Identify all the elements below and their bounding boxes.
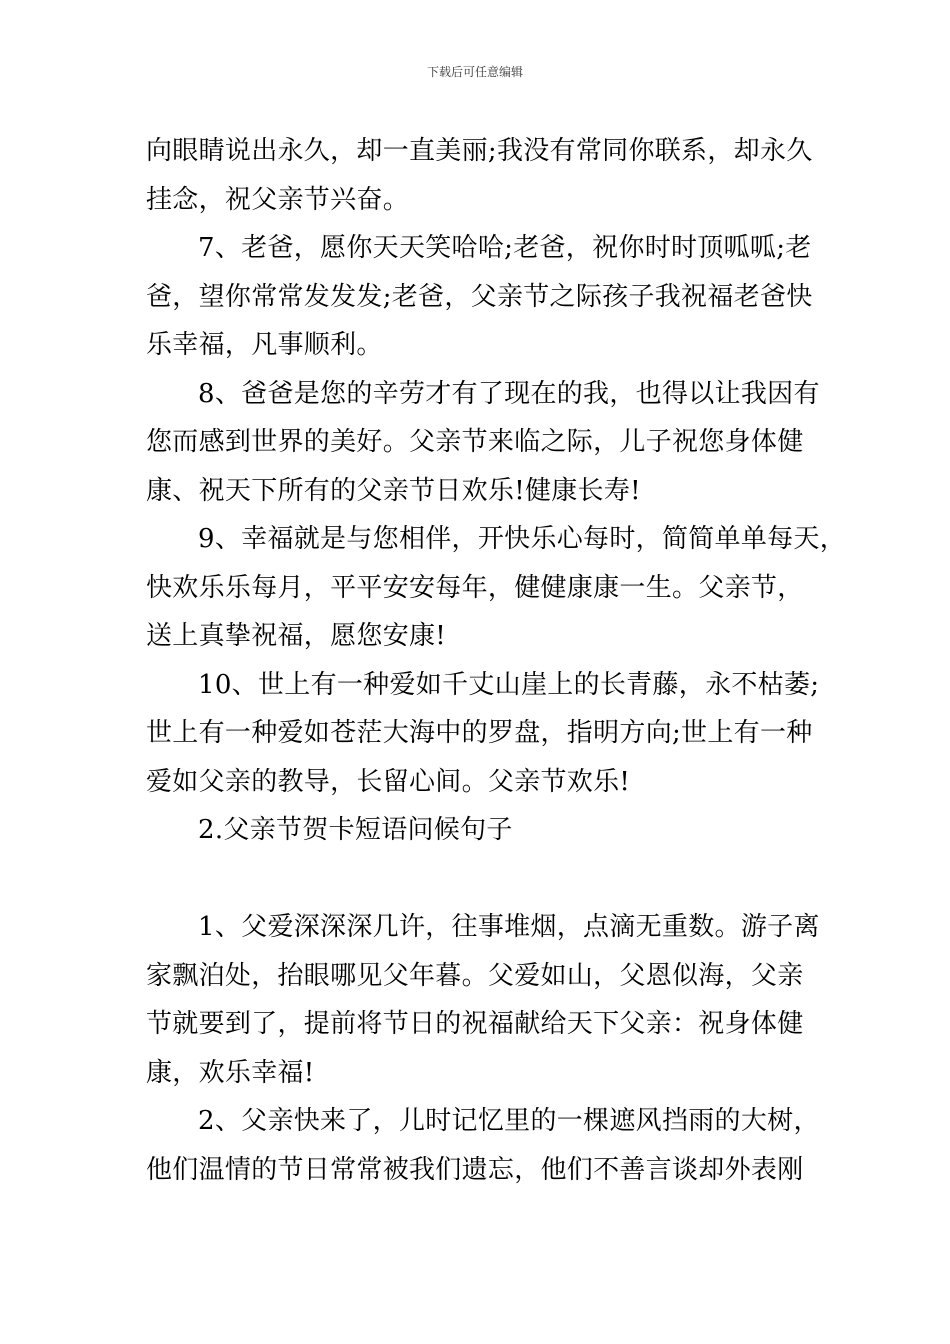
blank-line	[146, 855, 826, 904]
text-line: 送上真挚祝福，愿您安康!	[146, 621, 447, 651]
section-heading: 2.父亲节贺卡短语问候句子	[198, 815, 513, 845]
text-line: 10、世上有一种爱如千丈山崖上的长青藤，永不枯萎;	[198, 669, 820, 700]
text-line: 康、祝天下所有的父亲节日欢乐!健康长寿!	[146, 475, 641, 506]
text-line: 家飘泊处，抬眼哪见父年暮。父爱如山，父恩似海，父亲	[146, 960, 804, 991]
text-line: 快欢乐乐每月，平平安安每年，健健康康一生。父亲节，	[146, 572, 804, 603]
text-line: 他们温情的节日常常被我们遗忘，他们不善言谈却外表刚	[146, 1154, 804, 1185]
text-line: 爸，望你常常发发发;老爸，父亲节之际孩子我祝福老爸快	[146, 281, 813, 312]
page-header: 下载后可任意编辑	[426, 65, 523, 79]
text-line: 爱如父亲的教导，长留心间。父亲节欢乐!	[146, 766, 631, 797]
text-line: 节就要到了，提前将节日的祝福献给天下父亲：祝身体健	[146, 1009, 804, 1039]
text-line: 世上有一种爱如苍茫大海中的罗盘，指明方向;世上有一种	[146, 718, 813, 748]
text-line: 2、父亲快来了，儿时记忆里的一棵遮风挡雨的大树，	[198, 1106, 820, 1136]
text-line: 您而感到世界的美好。父亲节来临之际，儿子祝您身体健	[146, 427, 804, 457]
text-line: 康，欢乐幸福!	[146, 1057, 315, 1088]
text-line: 7、老爸，愿你天天笑哈哈;老爸，祝你时时顶呱呱;老	[198, 233, 812, 263]
text-line: 8、爸爸是您的辛劳才有了现在的我，也得以让我因有	[198, 378, 820, 409]
text-line: 向眼睛说出永久，却一直美丽;我没有常同你联系，却永久	[146, 136, 813, 166]
text-line: 挂念，祝父亲节兴奋。	[146, 184, 410, 215]
text-line: 1、父爱深深深几许，往事堆烟，点滴无重数。游子离	[198, 912, 820, 942]
text-line: 9、幸福就是与您相伴，开快乐心每时，简简单单每天，	[198, 524, 847, 554]
text-line: 乐幸福，凡事顺利。	[146, 330, 383, 360]
document-body	[146, 127, 847, 1194]
